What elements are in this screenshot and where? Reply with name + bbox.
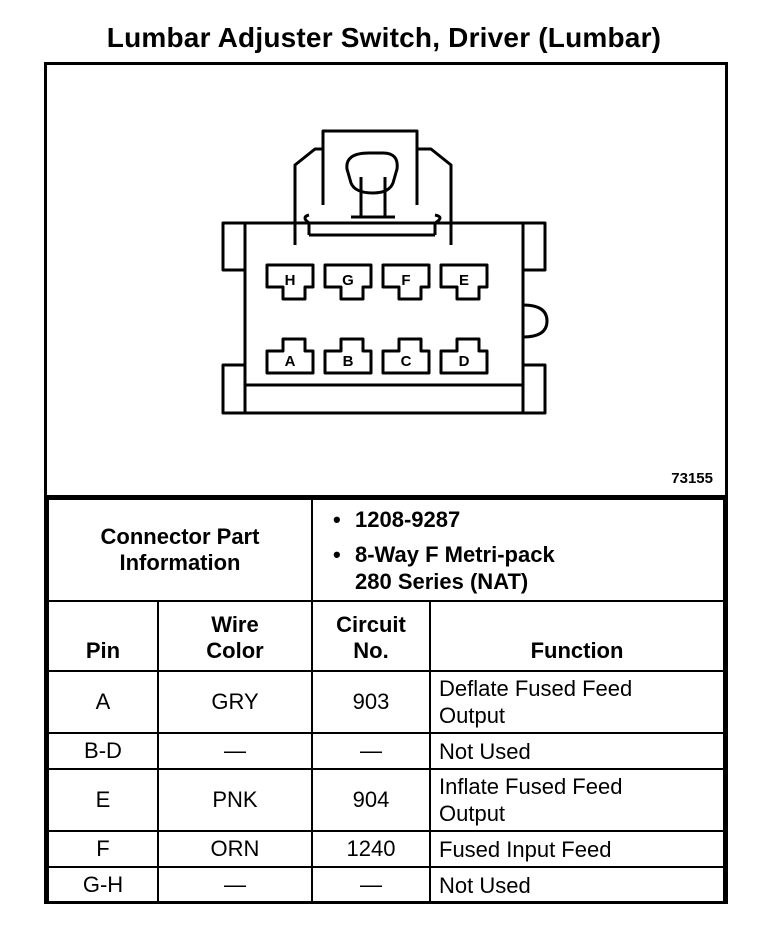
pin-cell: A	[48, 671, 158, 733]
wire-color-cell: PNK	[158, 769, 312, 831]
table-row	[48, 733, 724, 769]
table-row	[48, 831, 724, 867]
function-cell: Not Used	[430, 733, 724, 769]
pin-label-a: A	[284, 353, 296, 370]
pin-label-g: G	[342, 272, 354, 289]
pin-label-c: C	[400, 353, 412, 370]
pin-cell: E	[48, 769, 158, 831]
circuit-cell: —	[312, 733, 430, 769]
connector-info-details	[312, 499, 724, 601]
pin-label-h: H	[284, 272, 296, 289]
connector-document-frame	[44, 62, 728, 904]
function-cell: Fused Input Feed	[430, 831, 724, 867]
connector-drawing	[47, 65, 725, 495]
function-cell: Inflate Fused Feed Output	[430, 769, 724, 831]
pin-label-d: D	[458, 353, 470, 370]
page-title: Lumbar Adjuster Switch, Driver (Lumbar)	[106, 22, 662, 53]
part-number-item: • 1208-9287	[333, 506, 461, 532]
pin-cell: F	[48, 831, 158, 867]
circuit-cell: 1240	[312, 831, 430, 867]
connector-info-row	[48, 499, 724, 601]
header-circuit-no: Circuit No.	[312, 601, 430, 671]
wire-color-cell: —	[158, 733, 312, 769]
header-pin: Pin	[48, 601, 158, 671]
connector-type-item: • 8-Way F Metri-pack	[333, 541, 555, 567]
figure-number: 73155	[671, 470, 713, 487]
circuit-cell: —	[312, 867, 430, 903]
pin-cell: B-D	[48, 733, 158, 769]
circuit-cell: 903	[312, 671, 430, 733]
header-function: Function	[430, 601, 724, 671]
table-header-row	[48, 601, 724, 671]
pin-label-f: F	[401, 272, 411, 289]
connector-info-label: Connector Part Information	[48, 499, 312, 601]
pin-cell: G-H	[48, 867, 158, 903]
function-cell: Not Used	[430, 867, 724, 903]
connector-diagram	[47, 65, 725, 498]
wire-color-cell: ORN	[158, 831, 312, 867]
pin-label-e: E	[458, 272, 470, 289]
function-cell: Deflate Fused Feed Output	[430, 671, 724, 733]
pinout-table	[47, 498, 725, 904]
table-row	[48, 867, 724, 903]
wire-color-cell: GRY	[158, 671, 312, 733]
pin-label-b: B	[342, 353, 354, 370]
table-row	[48, 769, 724, 831]
header-wire-color: Wire Color	[158, 601, 312, 671]
connector-latch	[295, 131, 451, 245]
circuit-cell: 904	[312, 769, 430, 831]
table-row	[48, 671, 724, 733]
wire-color-cell: —	[158, 867, 312, 903]
connector-series: 280 Series (NAT)	[355, 568, 529, 594]
